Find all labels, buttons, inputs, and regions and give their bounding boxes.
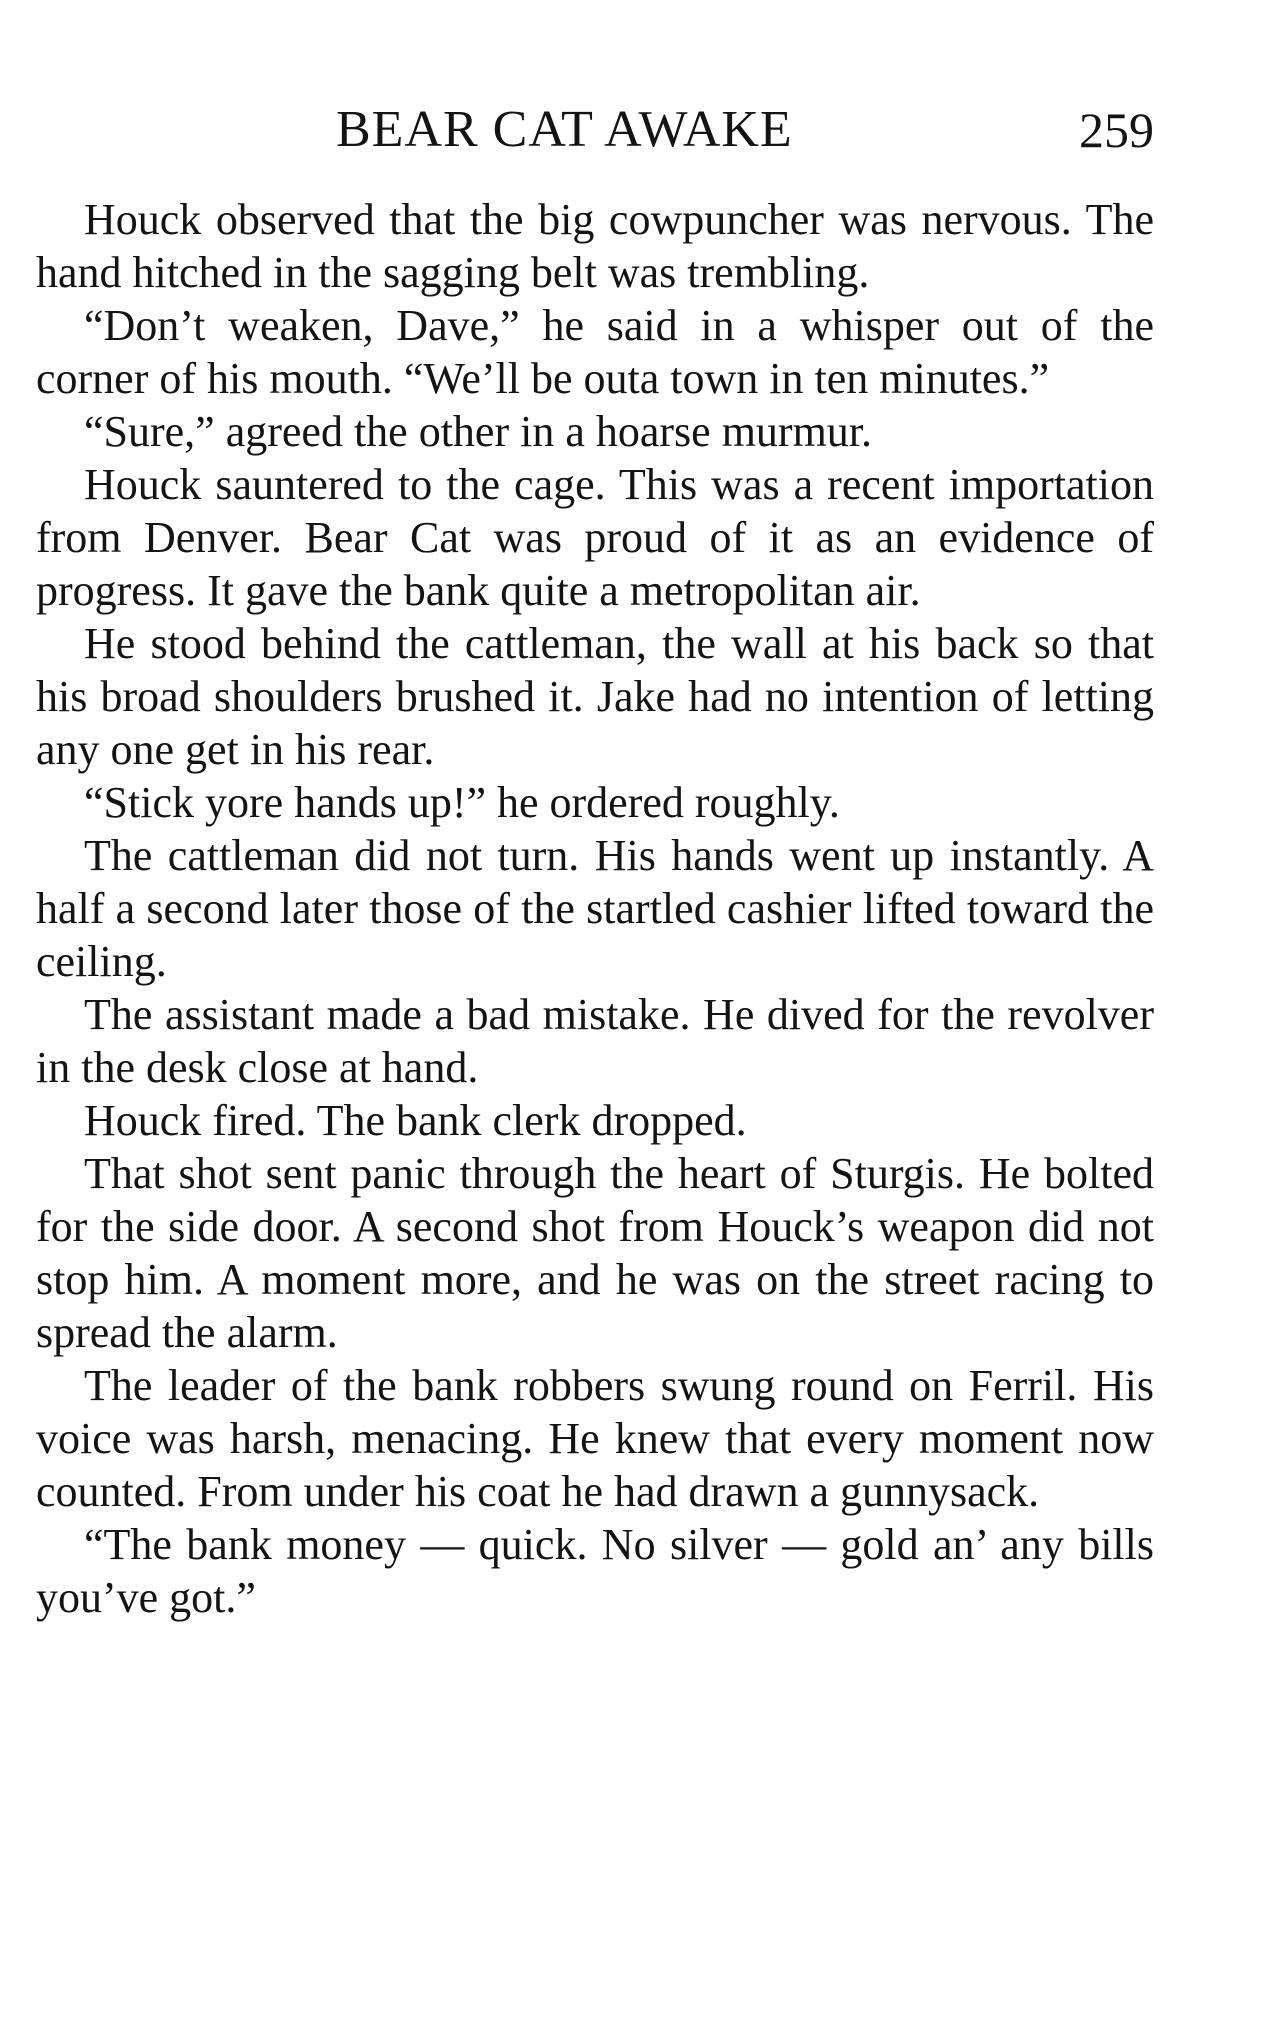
paragraph: “Don’t weaken, Dave,” he said in a whisper out of the corner of his mouth. “We’ll be outa town in ten minutes.” [36,301,1154,403]
paragraph: The cattleman did not turn. His hands went up instantly. A half a second later those of the startled cashier lifted toward the ceiling. [36,831,1154,986]
running-head [36,100,1154,160]
paragraph: “Stick yore hands up!” he ordered roughly. [84,778,840,827]
paragraph: “The bank money — quick. No silver — gold an’ any bills you’ve got.” [36,1520,1154,1622]
paragraph: That shot sent panic through the heart of Sturgis. He bolted for the side door. A second shot from Houck’s weapon did not stop him. A moment more, and he was on the street racing to spread the alarm. [36,1149,1154,1357]
paragraph: He stood behind the cattleman, the wall at his back so that his broad shoulders brushed it. Jake had no intention of letting any one get in his rear. [36,619,1154,774]
paragraph: The leader of the bank robbers swung round on Ferril. His voice was harsh, menacing. He knew that every moment now counted. From under his coat he had drawn a gunnysack. [36,1361,1154,1516]
paragraph: Houck fired. The bank clerk dropped. [84,1096,747,1145]
paragraph: Houck observed that the big cowpuncher was nervous. The hand hitched in the sagging belt was trembling. [36,195,1154,297]
paragraph: “Sure,” agreed the other in a hoarse murmur. [84,407,873,456]
paragraph: Houck sauntered to the cage. This was a recent importation from Denver. Bear Cat was proud of it as an evidence of progress. It gave the bank quite a metropolitan air. [36,460,1154,615]
paragraph: The assistant made a bad mistake. He dived for the revolver in the desk close at hand. [36,990,1154,1092]
running-title: BEAR CAT AWAKE [336,101,793,158]
page-number: 259 [1079,102,1154,158]
body-text [36,193,1154,1624]
